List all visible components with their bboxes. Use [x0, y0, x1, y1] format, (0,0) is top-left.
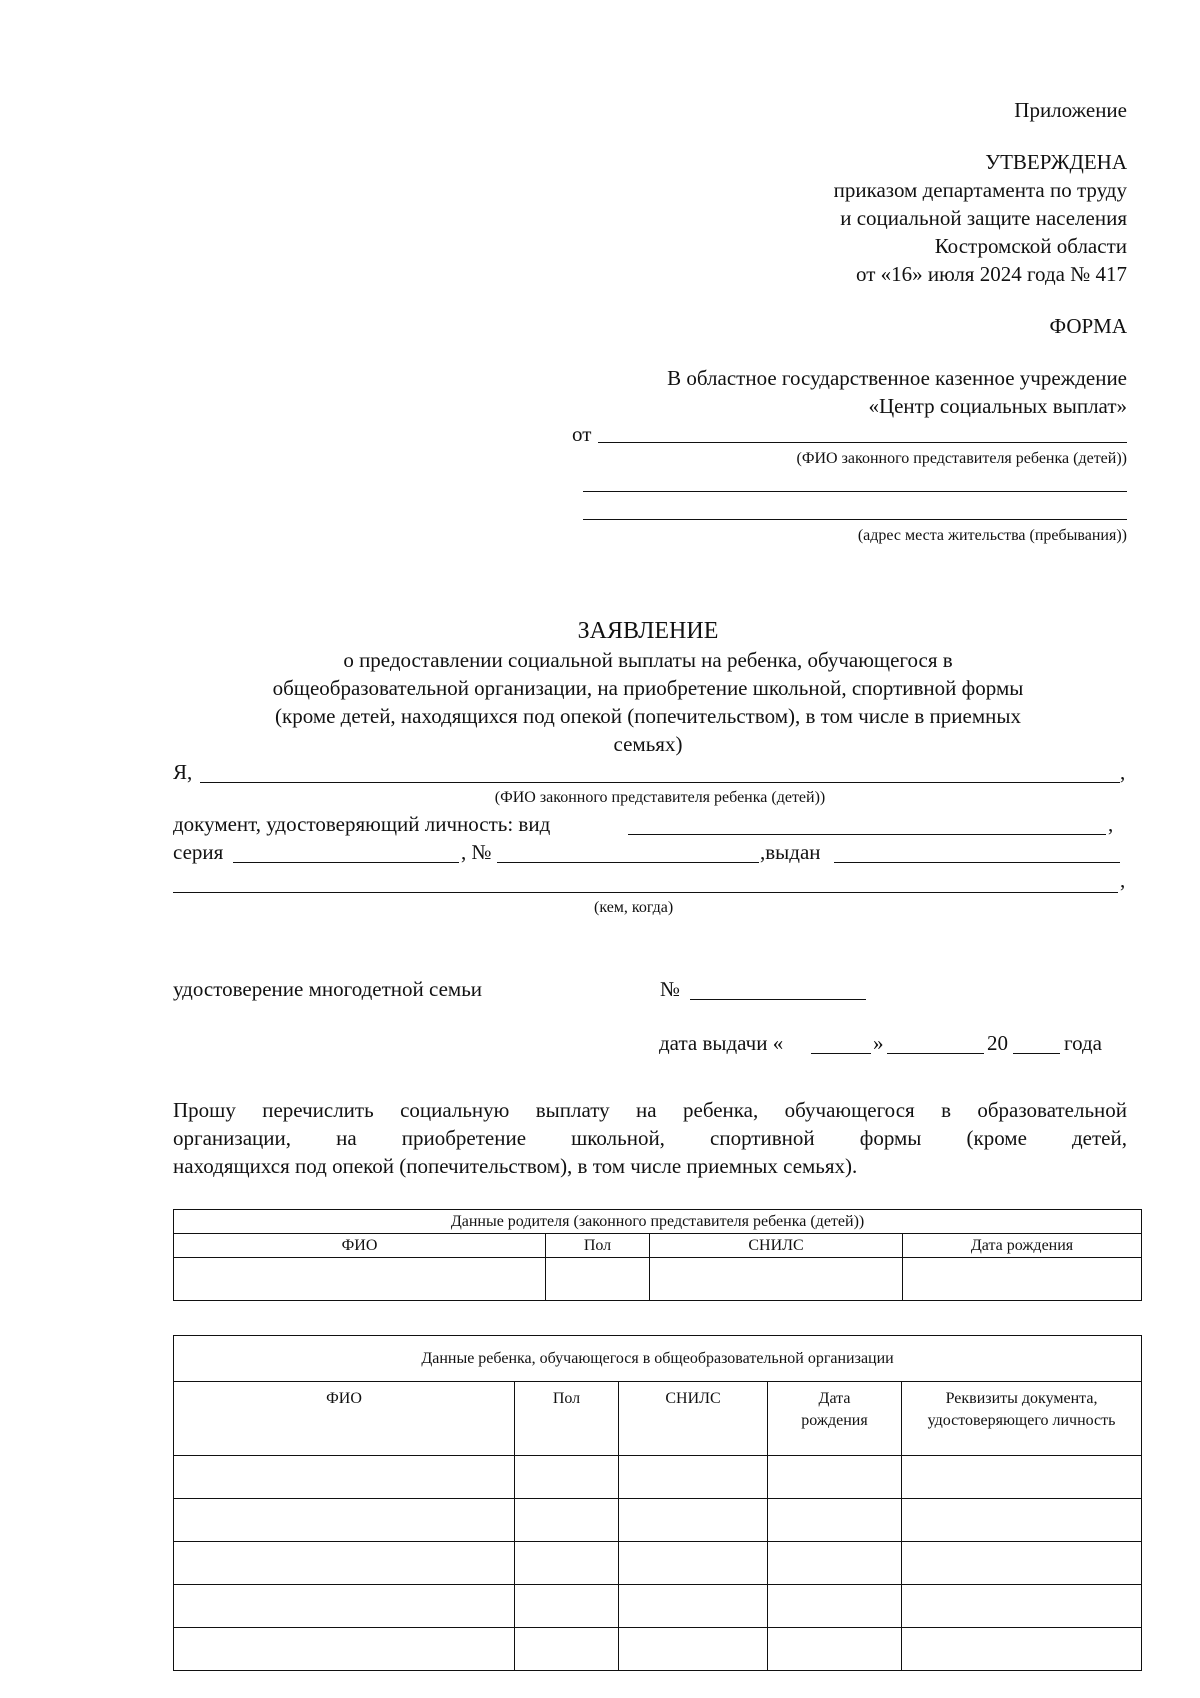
child-table-caption: Данные ребенка, обучающегося в общеобразовательной организации: [174, 1336, 1142, 1382]
parent-table-caption: Данные родителя (законного представителя ребенка (детей)): [174, 1210, 1142, 1234]
parent-cell-fio[interactable]: [174, 1258, 546, 1301]
child-cell-fio[interactable]: [174, 1456, 515, 1499]
child-cell-id-document[interactable]: [902, 1585, 1142, 1628]
year-suffix: года: [1064, 1031, 1102, 1055]
order-line-4: от «16» июля 2024 года № 417: [856, 262, 1127, 286]
certificate-no-label: №: [660, 977, 681, 1001]
quote-close: »: [873, 1031, 884, 1055]
title-line-1: о предоставлении социальной выплаты на ребенка, обучающегося в: [343, 648, 953, 672]
year-prefix: 20: [987, 1031, 1008, 1055]
child-data-table: [173, 1335, 1142, 1671]
parent-data-table: [173, 1209, 1142, 1301]
from-fio-field[interactable]: [598, 442, 1127, 443]
request-line-1: Прошу перечислить социальную выплату на ребенка, обучающегося в образовательной: [173, 1098, 1127, 1122]
child-cell-sex[interactable]: [515, 1628, 619, 1671]
comma: ,: [1120, 868, 1126, 892]
address-field-2[interactable]: [583, 519, 1127, 520]
child-cell-birthdate[interactable]: [768, 1499, 902, 1542]
child-col-fio: ФИО: [174, 1382, 515, 1456]
order-line-3: Костромской области: [934, 234, 1127, 258]
issue-month-field[interactable]: [887, 1053, 984, 1054]
issue-day-field[interactable]: [811, 1053, 871, 1054]
child-cell-fio[interactable]: [174, 1542, 515, 1585]
child-cell-snils[interactable]: [619, 1585, 768, 1628]
child-table-row[interactable]: [174, 1585, 1142, 1628]
certificate-number-field[interactable]: [690, 999, 866, 1000]
child-cell-id-document[interactable]: [902, 1628, 1142, 1671]
child-table-row[interactable]: [174, 1542, 1142, 1585]
approved-label: УТВЕРЖДЕНА: [985, 150, 1127, 174]
child-cell-fio[interactable]: [174, 1499, 515, 1542]
child-col-sex: Пол: [515, 1382, 619, 1456]
from-fio-caption: (ФИО законного представителя ребенка (детей)): [796, 450, 1127, 467]
child-cell-snils[interactable]: [619, 1499, 768, 1542]
i-label: Я,: [173, 760, 193, 784]
title-line-2: общеобразовательной организации, на приобретение школьной, спортивной формы: [272, 676, 1024, 700]
addressee-line-1: В областное государственное казенное учреждение: [667, 366, 1127, 390]
address-field-1[interactable]: [583, 491, 1127, 492]
parent-col-fio: ФИО: [174, 1234, 546, 1258]
addressee-line-2: «Центр социальных выплат»: [868, 394, 1127, 418]
issued-field[interactable]: [834, 862, 1120, 863]
child-cell-fio[interactable]: [174, 1585, 515, 1628]
parent-col-snils: СНИЛС: [650, 1234, 903, 1258]
title-line-3: (кроме детей, находящихся под опекой (попечительством), в том числе в приемных: [275, 704, 1021, 728]
issue-year-field[interactable]: [1013, 1053, 1060, 1054]
issue-date-label: дата выдачи «: [659, 1031, 784, 1055]
child-cell-sex[interactable]: [515, 1542, 619, 1585]
child-cell-birthdate[interactable]: [768, 1456, 902, 1499]
parent-cell-snils[interactable]: [650, 1258, 903, 1301]
child-cell-fio[interactable]: [174, 1628, 515, 1671]
child-cell-sex[interactable]: [515, 1499, 619, 1542]
request-line-3: находящихся под опекой (попечительством), в том числе приемных семьях).: [173, 1154, 858, 1178]
appendix-label: Приложение: [1014, 98, 1127, 122]
child-table-row[interactable]: [174, 1456, 1142, 1499]
parent-cell-sex[interactable]: [546, 1258, 650, 1301]
issued-by-caption: (кем, когда): [594, 899, 674, 916]
child-table-row[interactable]: [174, 1628, 1142, 1671]
child-cell-snils[interactable]: [619, 1456, 768, 1499]
child-cell-snils[interactable]: [619, 1628, 768, 1671]
child-cell-birthdate[interactable]: [768, 1628, 902, 1671]
applicant-fio-caption: (ФИО законного представителя ребенка (детей)): [494, 789, 826, 806]
series-label: серия: [173, 840, 224, 864]
issued-by-field[interactable]: [173, 892, 1118, 893]
order-line-2: и социальной защите населения: [840, 206, 1127, 230]
comma: ,: [1120, 760, 1126, 784]
doc-type-field[interactable]: [628, 834, 1106, 835]
large-family-label: удостоверение многодетной семьи: [173, 977, 483, 1001]
from-label: от: [572, 422, 592, 446]
doc-type-label: документ, удостоверяющий личность: вид: [173, 812, 551, 836]
child-cell-snils[interactable]: [619, 1542, 768, 1585]
document-title: ЗАЯВЛЕНИЕ: [577, 618, 719, 644]
number-label: , №: [461, 840, 492, 864]
child-cell-birthdate[interactable]: [768, 1585, 902, 1628]
applicant-fio-field[interactable]: [200, 782, 1120, 783]
child-cell-id-document[interactable]: [902, 1542, 1142, 1585]
child-cell-sex[interactable]: [515, 1585, 619, 1628]
address-caption: (адрес места жительства (пребывания)): [857, 527, 1127, 544]
comma: ,: [1108, 812, 1114, 836]
child-cell-id-document[interactable]: [902, 1499, 1142, 1542]
form-label: ФОРМА: [1049, 314, 1127, 338]
doc-number-field[interactable]: [497, 862, 759, 863]
child-col-id-document: Реквизиты документа, удостоверяющего личность: [902, 1382, 1142, 1456]
parent-cell-birthdate[interactable]: [903, 1258, 1142, 1301]
child-cell-birthdate[interactable]: [768, 1542, 902, 1585]
parent-col-sex: Пол: [546, 1234, 650, 1258]
child-col-snils: СНИЛС: [619, 1382, 768, 1456]
order-line-1: приказом департамента по труду: [833, 178, 1127, 202]
parent-col-birthdate: Дата рождения: [903, 1234, 1142, 1258]
request-line-2: организации, на приобретение школьной, спортивной формы (кроме детей,: [173, 1126, 1127, 1150]
issued-label: ,выдан: [760, 840, 821, 864]
child-cell-id-document[interactable]: [902, 1456, 1142, 1499]
child-col-birthdate: Дата рождения: [768, 1382, 902, 1456]
title-line-4: семьях): [613, 732, 683, 756]
child-cell-sex[interactable]: [515, 1456, 619, 1499]
series-field[interactable]: [233, 862, 459, 863]
child-table-row[interactable]: [174, 1499, 1142, 1542]
